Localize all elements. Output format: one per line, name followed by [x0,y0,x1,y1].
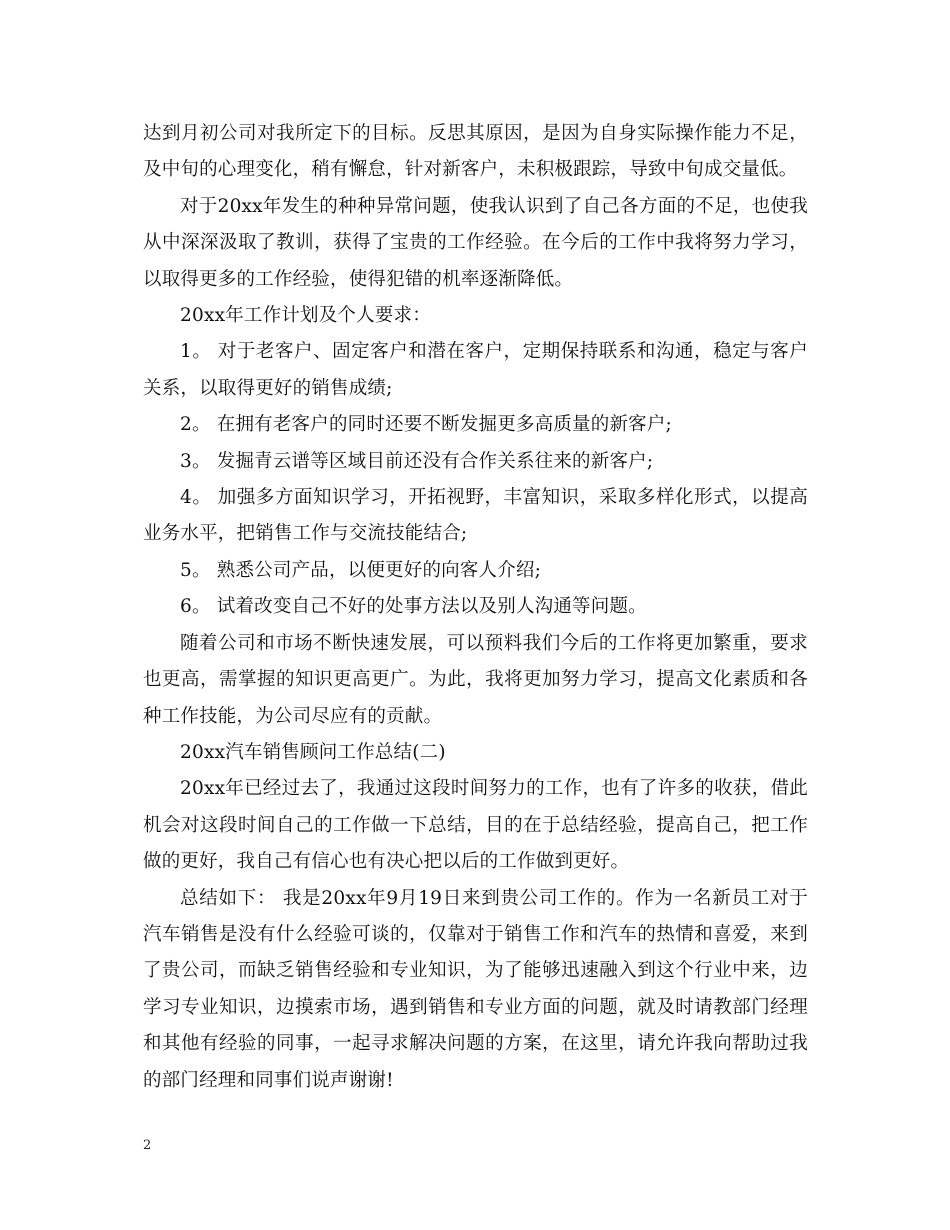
list-item-1: 1。 对于老客户、固定客户和潜在客户，定期保持联系和沟通，稳定与客户关系，以取得更好的销售成绩; [143,341,808,399]
paragraph-continued-targets: 达到月初公司对我所定下的目标。反思其原因，是因为自身实际操作能力不足，及中旬的心理变化，稍有懈怠，针对新客户，未积极跟踪，导致中旬成交量低。 [143,123,808,181]
list-item-3: 3。 发掘青云谱等区域目前还没有合作关系往来的新客户; [180,450,654,472]
section-heading-work-plan: 20xx年工作计划及个人要求： [180,305,431,327]
list-item-4: 4。 加强多方面知识学习，开拓视野，丰富知识，采取多样化形式，以提高业务水平，把销售工作与交流技能结合; [143,487,808,545]
paragraph-reflection: 对于20xx年发生的种种异常问题，使我认识到了自己各方面的不足，也使我从中深深汲取了教训，获得了宝贵的工作经验。在今后的工作中我将努力学习，以取得更多的工作经验，使得犯错的机率逐渐降低。 [143,195,808,290]
list-item-6: 6。 试着改变自己不好的处事方法以及别人沟通等问题。 [180,596,647,618]
list-item-2: 2。 在拥有老客户的同时还要不断发掘更多高质量的新客户; [180,414,672,436]
paragraph-year-review: 20xx年已经过去了，我通过这段时间努力的工作，也有了许多的收获，借此机会对这段时间自己的工作做一下总结，目的在于总结经验，提高自己，把工作做的更好，我自己有信心也有决心把以后的工作做到更好。 [143,778,808,873]
page-number: 2 [143,1138,152,1153]
paragraph-company-development: 随着公司和市场不断快速发展，可以预料我们今后的工作将更加繁重，要求也更高，需掌握的知识更高更广。为此，我将更加努力学习，提高文化素质和各种工作技能，为公司尽应有的贡献。 [143,632,808,727]
section-heading-summary-two: 20xx汽车销售顾问工作总结(二) [180,741,446,763]
document-body [143,116,808,1099]
paragraph-summary-details: 总结如下： 我是20xx年9月19日来到贵公司工作的。作为一名新员工对于汽车销售是没有什么经验可谈的，仅靠对于销售工作和汽车的热情和喜爱，来到了贵公司，而缺乏销售经验和专业知识，为了能够迅速融入到这个行业中来，边学习专业知识，边摸索市场，遇到销售和专业方面的问题，就及时请教部门经理和其他有经验的同事，一起寻求解决问题的方案，在这里，请允许我向帮助过我的部门经理和同事们说声谢谢! [143,887,808,1091]
list-item-5: 5。 熟悉公司产品，以便更好的向客人介绍; [180,559,542,581]
